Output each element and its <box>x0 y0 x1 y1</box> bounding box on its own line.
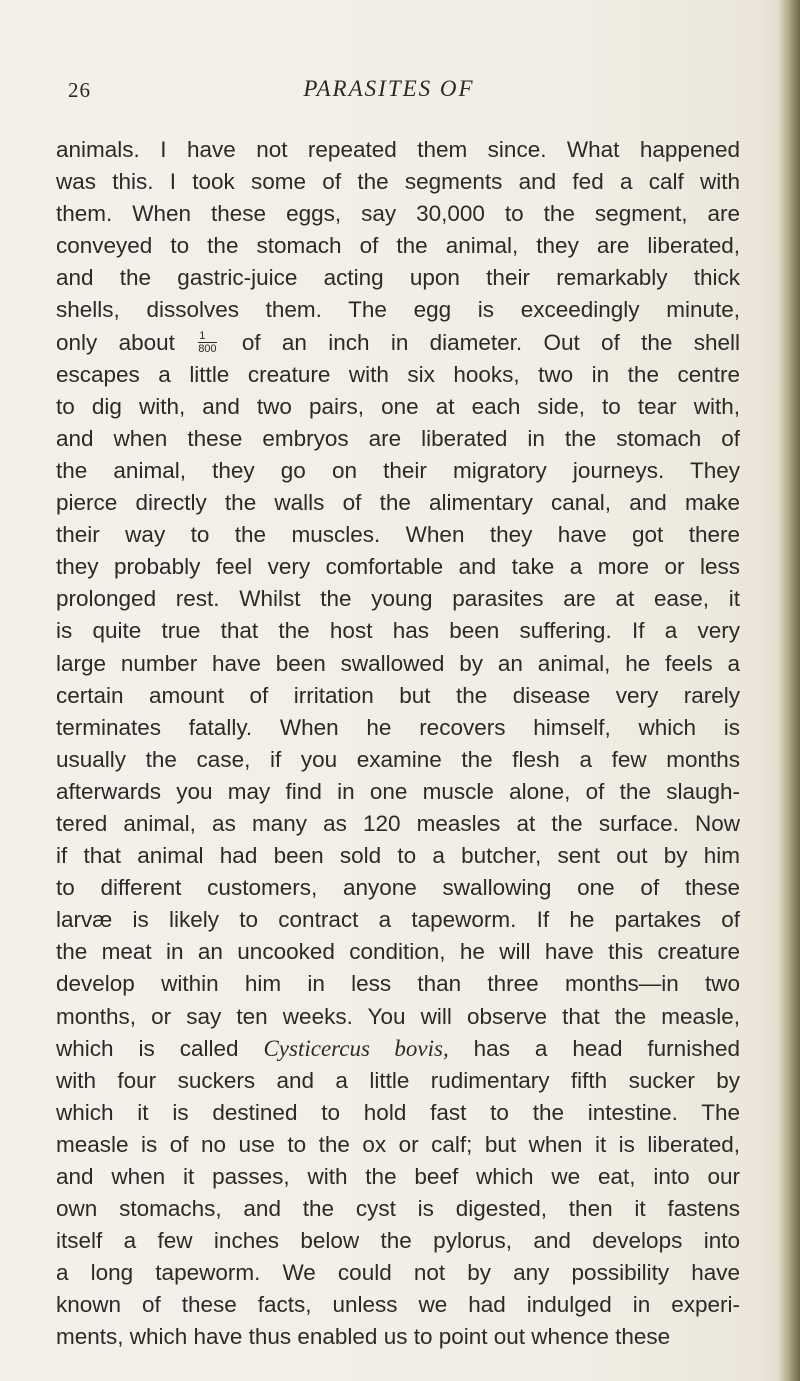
text-line: usually the case, if you examine the flesh a few months <box>56 746 740 772</box>
page-header <box>68 74 730 108</box>
fraction-numerator: 1 <box>198 331 216 343</box>
text-segment: has a head furnished <box>448 1035 740 1061</box>
text-line-with-italic <box>56 1033 740 1065</box>
text-line: ments, which have thus enabled us to point out whence these <box>56 1324 671 1350</box>
text-line: which it is destined to hold fast to the intestine. The <box>56 1099 740 1125</box>
text-line: their way to the muscles. When they have got there <box>56 522 740 548</box>
text-line: itself a few inches below the pylorus, and develops into <box>56 1228 740 1254</box>
text-line: they probably feel very comfortable and take a more or less <box>56 554 740 580</box>
text-line: them. When these eggs, say 30,000 to the segment, are <box>56 201 740 227</box>
text-line: terminates fatally. When he recovers himself, which is <box>56 714 740 740</box>
text-line: prolonged rest. Whilst the young parasites are at ease, it <box>56 586 740 612</box>
page-number: 26 <box>68 78 91 102</box>
text-segment: only about <box>56 329 197 355</box>
text-line: with four suckers and a little rudimentary fifth sucker by <box>56 1067 740 1093</box>
text-line: conveyed to the stomach of the animal, they are liberated, <box>56 233 740 259</box>
text-line: known of these facts, unless we had indulged in experi- <box>56 1292 740 1318</box>
text-line: and the gastric-juice acting upon their remarkably thick <box>56 265 740 291</box>
text-segment: of an inch in diameter. Out of the shell <box>220 329 740 355</box>
text-segment: which is called <box>56 1035 264 1061</box>
text-line-with-fraction <box>56 327 740 359</box>
text-line: if that animal had been sold to a butcher, sent out by him <box>56 843 740 869</box>
text-line: and when it passes, with the beef which we eat, into our <box>56 1164 740 1189</box>
text-line: larvæ is likely to contract a tapeworm. If he partakes of <box>56 907 740 933</box>
text-line: certain amount of irritation but the disease very rarely <box>56 682 740 708</box>
text-line: develop within him in less than three months—in two <box>56 971 740 997</box>
text-line: a long tapeworm. We could not by any possibility have <box>56 1260 740 1286</box>
text-line: measle is of no use to the ox or calf; but when it is liberated, <box>56 1131 740 1157</box>
text-line: was this. I took some of the segments and fed a calf with <box>56 169 740 195</box>
text-line: escapes a little creature with six hooks, two in the centre <box>56 361 740 387</box>
text-line: own stomachs, and the cyst is digested, then it fastens <box>56 1196 740 1222</box>
text-line: is quite true that the host has been suffering. If a very <box>56 618 740 644</box>
scanned-page-edge <box>778 0 800 1381</box>
text-line: afterwards you may find in one muscle alone, of the slaugh- <box>56 778 740 804</box>
text-line: the animal, they go on their migratory journeys. They <box>56 457 740 483</box>
text-line: pierce directly the walls of the alimentary canal, and make <box>56 490 740 516</box>
text-line: and when these embryos are liberated in the stomach of <box>56 425 740 451</box>
text-line: to different customers, anyone swallowing one of these <box>56 875 740 901</box>
fraction <box>198 331 216 354</box>
fraction-denominator: 800 <box>198 343 217 356</box>
text-line: tered animal, as many as 120 measles at the surface. Now <box>56 810 740 836</box>
species-name: Cysticercus bovis, <box>263 1035 449 1061</box>
running-head: PARASITES OF <box>303 76 475 101</box>
text-line: months, or say ten weeks. You will observe that the measle, <box>56 1003 740 1029</box>
text-line: shells, dissolves them. The egg is exceedingly minute, <box>56 297 740 323</box>
body-text <box>56 134 740 1354</box>
text-line: large number have been swallowed by an animal, he feels a <box>56 650 740 676</box>
text-line: the meat in an uncooked condition, he will have this creature <box>56 939 740 965</box>
text-line: animals. I have not repeated them since. What happened <box>56 137 740 162</box>
text-line: to dig with, and two pairs, one at each side, to tear with, <box>56 393 740 419</box>
